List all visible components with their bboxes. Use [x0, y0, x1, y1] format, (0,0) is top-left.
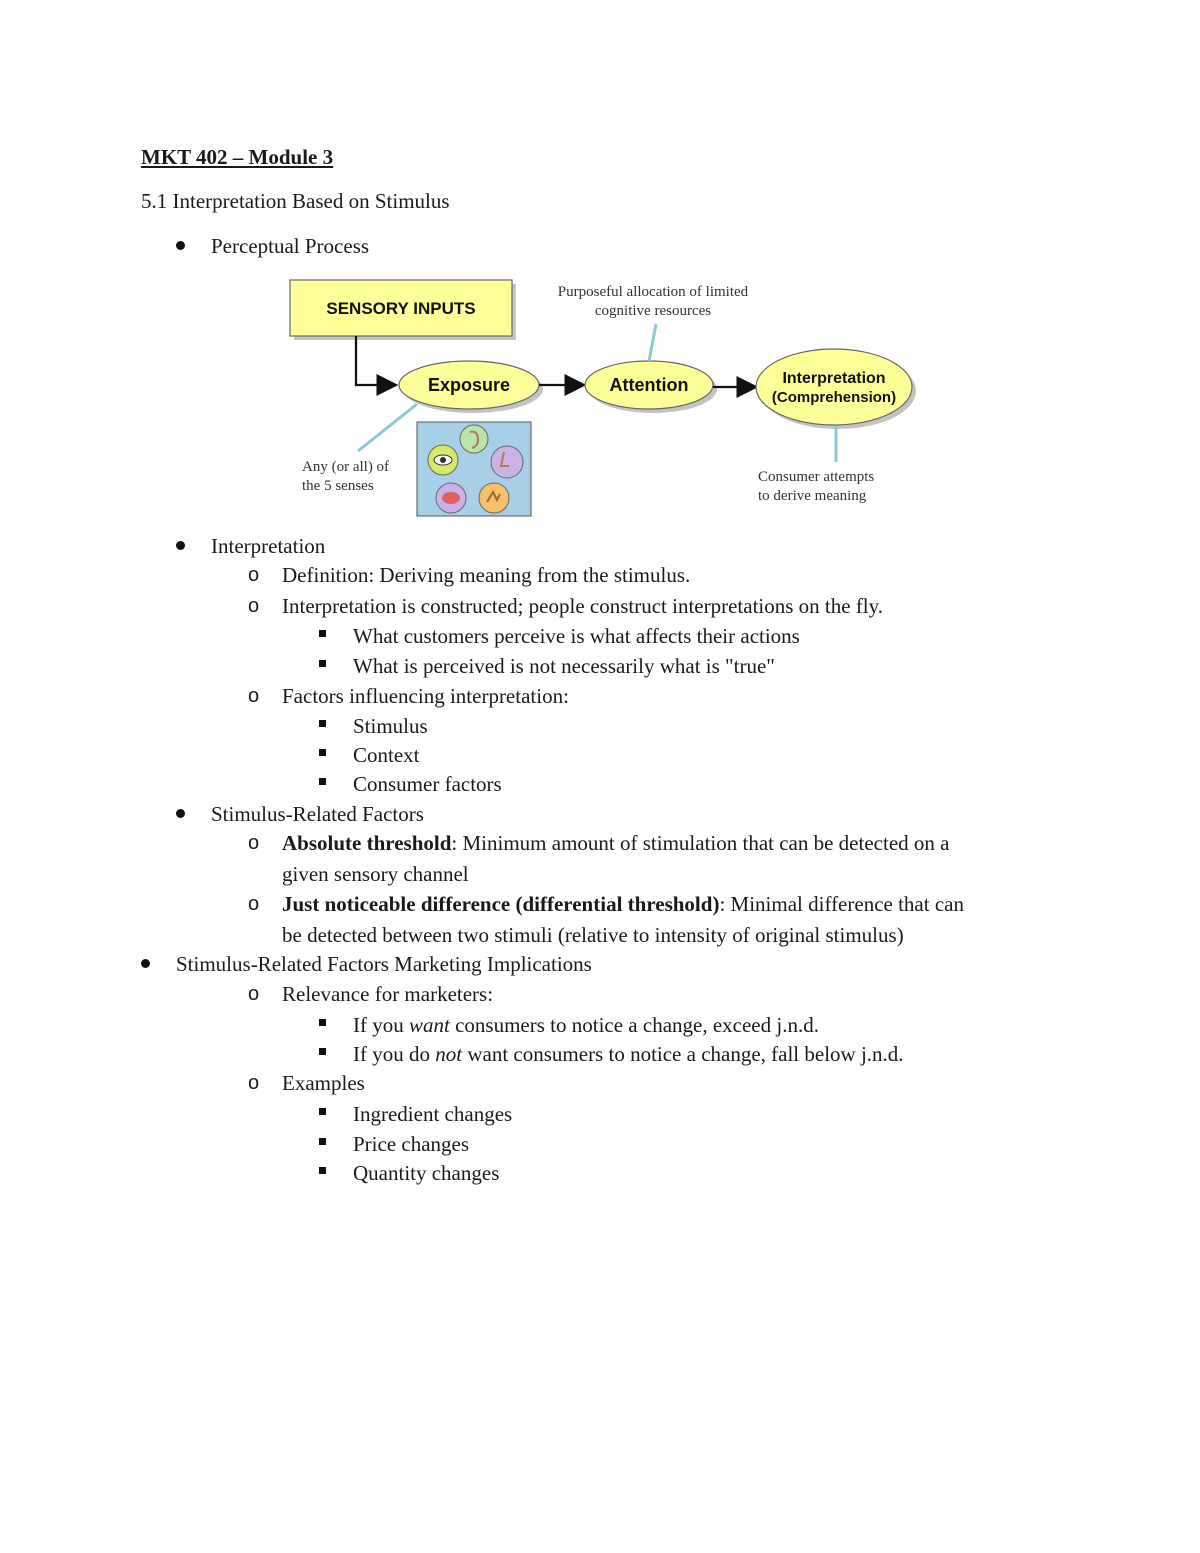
item-relevance: Relevance for marketers:	[282, 982, 494, 1006]
square-marker	[319, 778, 326, 785]
attention-label: Attention	[609, 375, 689, 395]
circle-marker: o	[248, 595, 260, 617]
exposure-label: Exposure	[427, 375, 511, 395]
item-factors-influencing: Factors influencing interpretation:	[282, 684, 569, 708]
item-absolute-threshold	[282, 829, 949, 857]
jnd-def: : Minimal difference that can	[719, 892, 964, 916]
item-perceived-true: What is perceived is not necessarily what is "true"	[353, 654, 775, 678]
senses-note-line2: the 5 senses	[302, 478, 374, 494]
senses-callout-line	[358, 404, 417, 451]
want-emphasis: want	[409, 1013, 450, 1037]
interpretation-node	[756, 349, 912, 425]
circle-marker: o	[248, 685, 260, 707]
jnd-def-cont: be detected between two stimuli (relative to intensity of original stimulus)	[282, 923, 904, 947]
circle-marker: o	[248, 1072, 260, 1094]
item-consumer-factors: Consumer factors	[353, 772, 502, 796]
perceptual-process-diagram	[280, 274, 940, 524]
item-not-want	[353, 1040, 904, 1068]
item-stimulus: Stimulus	[353, 714, 428, 738]
item-definition: Definition: Deriving meaning from the stimulus.	[282, 563, 691, 587]
bullet-interpretation: Interpretation	[211, 534, 326, 558]
square-marker	[319, 749, 326, 756]
absolute-threshold-def: : Minimum amount of stimulation that can be detected on a	[451, 831, 950, 855]
jnd-term: Just noticeable difference (differential threshold)	[282, 892, 720, 916]
bullet-perceptual-process: Perceptual Process	[211, 234, 370, 258]
square-marker	[319, 1108, 326, 1115]
item-quantity-changes: Quantity changes	[353, 1161, 500, 1185]
square-marker	[319, 1138, 326, 1145]
want-pre: If you	[353, 1013, 409, 1037]
not-want-emphasis: not	[435, 1042, 463, 1066]
item-want	[353, 1011, 819, 1039]
attention-callout-line	[649, 324, 656, 361]
bullet-stimulus-related: Stimulus-Related Factors	[211, 802, 424, 826]
square-marker	[319, 1019, 326, 1026]
item-context: Context	[353, 743, 420, 767]
senses-note-line1: Any (or all) of	[302, 459, 390, 475]
meaning-note-line2: to derive meaning	[758, 488, 867, 504]
interpretation-label: Interpretation	[782, 370, 886, 387]
item-perceive-actions: What customers perceive is what affects their actions	[353, 624, 800, 648]
five-senses-image	[417, 422, 531, 516]
item-constructed: Interpretation is constructed; people construct interpretations on the fly.	[282, 594, 884, 618]
square-marker	[319, 1167, 326, 1174]
item-examples: Examples	[282, 1071, 365, 1095]
bullet-dot	[176, 241, 185, 250]
square-marker	[319, 720, 326, 727]
want-post: consumers to notice a change, exceed j.n.d.	[449, 1013, 819, 1037]
circle-marker: o	[248, 832, 260, 854]
square-marker	[319, 1048, 326, 1055]
absolute-threshold-term: Absolute threshold	[282, 831, 452, 855]
bullet-dot	[176, 809, 185, 818]
item-jnd	[282, 890, 964, 918]
square-marker	[319, 630, 326, 637]
absolute-threshold-def-cont: given sensory channel	[282, 862, 469, 886]
attention-note-line2: cognitive resources	[594, 303, 712, 319]
item-ingredient-changes: Ingredient changes	[353, 1102, 513, 1126]
section-heading: 5.1 Interpretation Based on Stimulus	[141, 189, 450, 213]
document-title: MKT 402 – Module 3	[141, 145, 334, 169]
circle-marker: o	[248, 983, 260, 1005]
item-price-changes: Price changes	[353, 1132, 470, 1156]
circle-marker: o	[248, 564, 260, 586]
bullet-dot	[141, 959, 150, 968]
meaning-note-line1: Consumer attempts	[758, 469, 875, 485]
input-arrow	[356, 336, 394, 385]
circle-marker: o	[248, 893, 260, 915]
comprehension-label: (Comprehension)	[771, 389, 897, 406]
square-marker	[319, 660, 326, 667]
not-want-post: want consumers to notice a change, fall below j.n.d.	[462, 1042, 904, 1066]
not-want-pre: If you do	[353, 1042, 436, 1066]
sensory-inputs-label: SENSORY INPUTS	[326, 299, 476, 318]
attention-note-line1: Purposeful allocation of limited	[557, 284, 749, 300]
bullet-marketing-implications: Stimulus-Related Factors Marketing Implications	[176, 952, 592, 976]
bullet-dot	[176, 541, 185, 550]
